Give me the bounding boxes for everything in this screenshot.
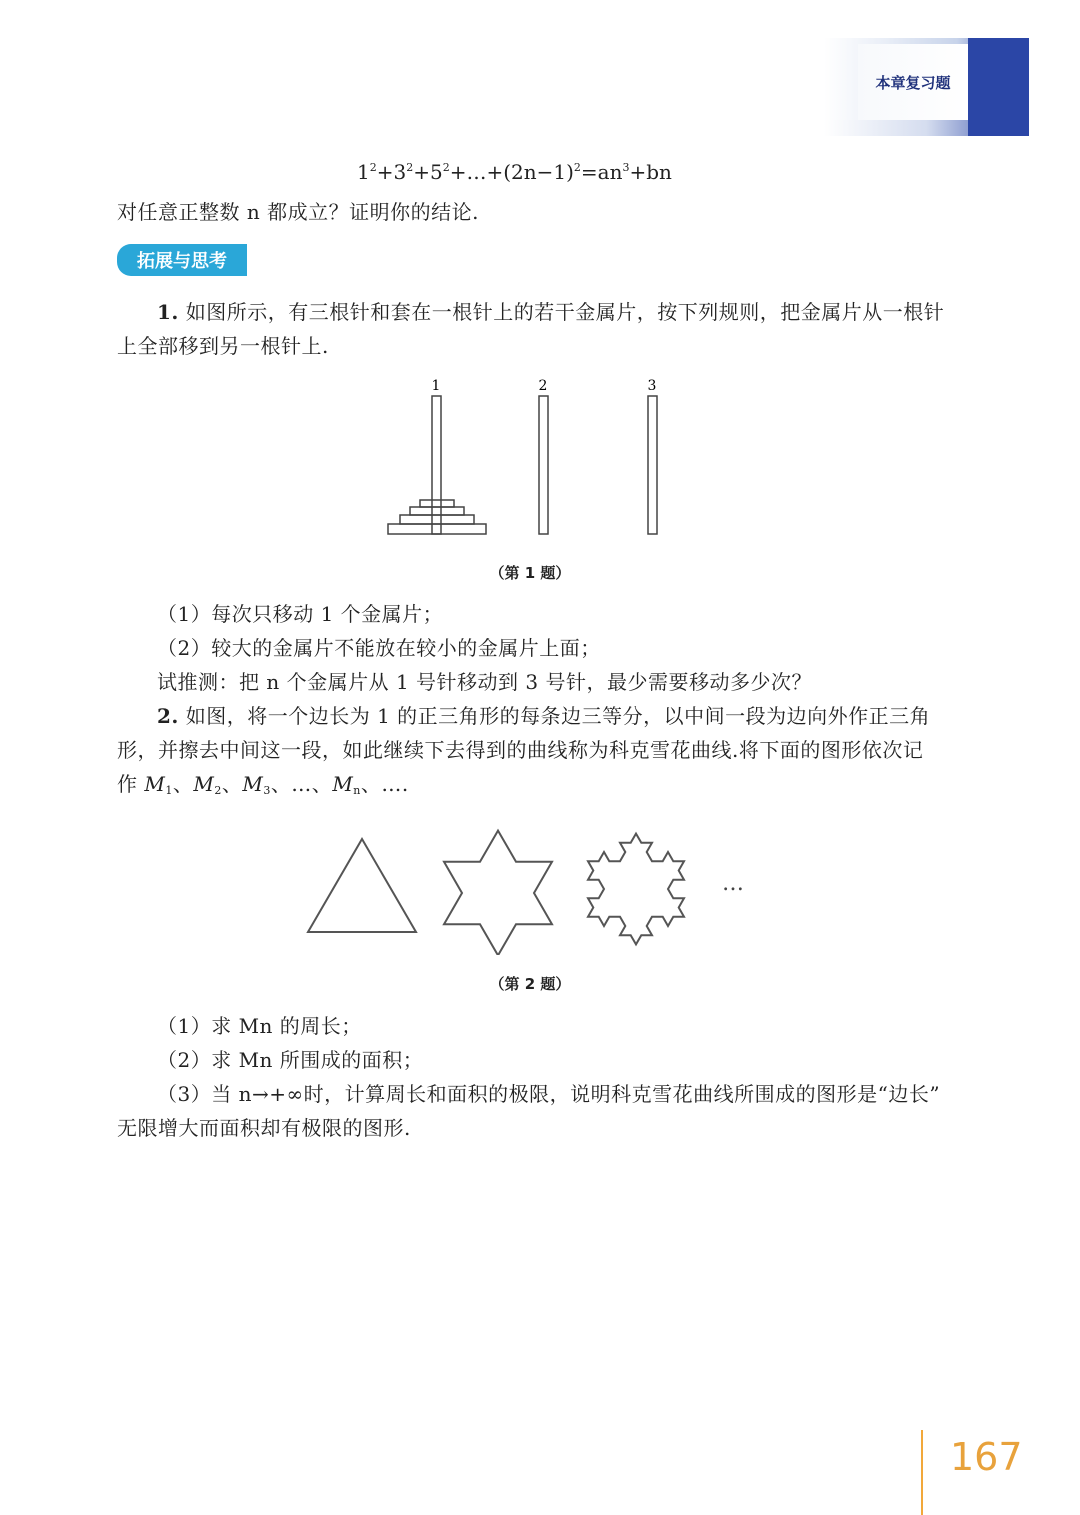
peg-1	[432, 396, 441, 534]
disk-3	[400, 515, 474, 524]
page-number-divider	[921, 1430, 923, 1515]
disk-4	[388, 524, 486, 534]
problem-2-question-3-line-2: 无限增大而面积却有极限的图形.	[117, 1116, 411, 1140]
koch-snowflake-figure	[300, 815, 770, 955]
chapter-section-label: 本章复习题	[858, 44, 968, 120]
page-number: 167	[950, 1435, 1023, 1479]
chapter-tab-accent	[968, 38, 1029, 136]
koch-m1-triangle	[308, 839, 416, 932]
figure-2-caption: （第 2 题）	[489, 975, 571, 993]
intro-line: 对任意正整数 n 都成立？证明你的结论.	[117, 200, 479, 224]
problem-1-line-1: 1. 如图所示，有三根针和套在一根针上的若干金属片，按下列规则，把金属片从一根针	[157, 300, 945, 324]
peg-3	[648, 396, 657, 534]
section-badge: 拓展与思考	[117, 244, 247, 276]
problem-2-question-1: （1）求 Mn 的周长；	[157, 1014, 362, 1038]
peg-label-3: 3	[647, 378, 657, 394]
problem-2-line-1: 2. 如图，将一个边长为 1 的正三角形的每条边三等分，以中间一段为边向外作正三角	[157, 704, 931, 728]
peg-label-2: 2	[538, 378, 548, 394]
problem-1-line-2: 上全部移到另一根针上.	[117, 334, 329, 358]
rule-2: （2）较大的金属片不能放在较小的金属片上面；	[157, 636, 601, 660]
problem-2-question-3-line-1: （3）当 n→+∞时，计算周长和面积的极限，说明科克雪花曲线所围成的图形是“边长”	[157, 1082, 941, 1106]
tower-of-hanoi-figure	[380, 372, 680, 542]
disk-2	[410, 507, 464, 515]
problem-2-line-3: 作 $M_1$、$M_2$、$M_3$、…、$M_n$、….	[117, 772, 409, 797]
peg-2	[539, 396, 548, 534]
koch-m2-star	[444, 831, 552, 955]
figure-1-caption: （第 1 题）	[489, 564, 571, 582]
rule-1: （1）每次只移动 1 个金属片；	[157, 602, 444, 626]
problem-2-line-2: 形，并擦去中间这一段，如此继续下去得到的曲线称为科克雪花曲线.将下面的图形依次记	[117, 738, 924, 762]
disk-1	[420, 500, 454, 507]
problem-2-question-2: （2）求 Mn 所围成的面积；	[157, 1048, 424, 1072]
figure-ellipsis: …	[722, 871, 744, 896]
peg-label-1: 1	[431, 378, 441, 394]
koch-m3-snowflake	[588, 834, 684, 945]
sum-of-squares-formula: $1^2+3^2+5^2+\dots+(2n-1)^2=an^3+bn$	[357, 160, 672, 184]
problem-1-question: 试推测：把 n 个金属片从 1 号针移动到 3 号针，最少需要移动多少次？	[157, 670, 812, 694]
